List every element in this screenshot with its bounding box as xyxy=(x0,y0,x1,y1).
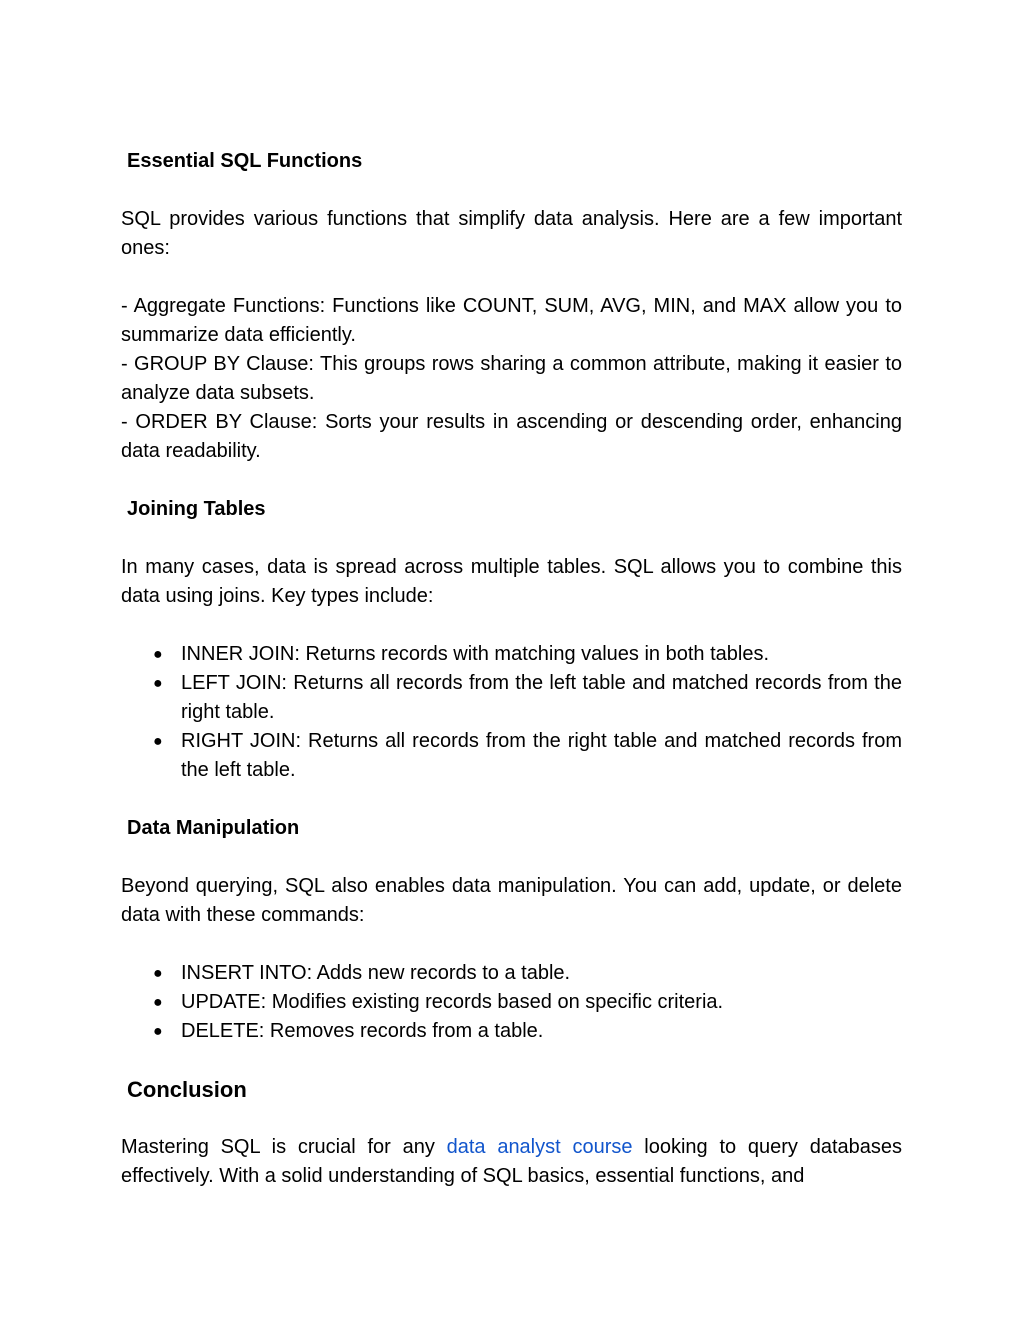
list-item xyxy=(121,669,902,727)
bullet-icon: ● xyxy=(153,994,163,1011)
joins-intro: In many cases, data is spread across multiple tables. SQL allows you to combine this data using joins. Key types include: xyxy=(121,556,902,607)
joins-list xyxy=(121,640,902,785)
list-item-text: LEFT JOIN: Returns all records from the left table and matched records from the right table. xyxy=(181,672,902,723)
list-item-text: DELETE: Removes records from a table. xyxy=(181,1020,544,1042)
manipulation-list xyxy=(121,959,902,1046)
section-heading-conclusion: Conclusion xyxy=(127,1077,247,1102)
functions-item-group-by: - GROUP BY Clause: This groups rows sharing a common attribute, making it easier to analyze data subsets. xyxy=(121,353,902,404)
list-item-text: RIGHT JOIN: Returns all records from the right table and matched records from the left table. xyxy=(181,730,902,781)
conclusion-text-end: looking to query databases effectively. With a solid understanding of SQL basics, essential functions, and xyxy=(121,1136,903,1187)
list-item xyxy=(121,1017,902,1046)
manipulation-intro: Beyond querying, SQL also enables data manipulation. You can add, update, or delete data with these commands: xyxy=(121,875,902,926)
bullet-icon: ● xyxy=(153,733,163,750)
section-heading-joins: Joining Tables xyxy=(127,498,266,520)
functions-intro: SQL provides various functions that simplify data analysis. Here are a few important ones: xyxy=(121,208,902,259)
conclusion-paragraph xyxy=(121,1133,902,1191)
bullet-icon: ● xyxy=(153,965,163,982)
list-item-text: UPDATE: Modifies existing records based on specific criteria. xyxy=(181,991,724,1013)
list-item xyxy=(121,727,902,785)
bullet-icon: ● xyxy=(153,646,163,663)
bullet-icon: ● xyxy=(153,1023,163,1040)
section-heading-manipulation: Data Manipulation xyxy=(127,817,300,839)
functions-item-order-by: - ORDER BY Clause: Sorts your results in ascending or descending order, enhancing data readability. xyxy=(121,411,902,462)
data-analyst-course-link[interactable]: data analyst course xyxy=(446,1136,633,1158)
functions-item-aggregate: - Aggregate Functions: Functions like COUNT, SUM, AVG, MIN, and MAX allow you to summarize data efficiently. xyxy=(121,295,902,346)
list-item xyxy=(121,959,902,988)
list-item-text: INSERT INTO: Adds new records to a table. xyxy=(181,962,571,984)
document-body xyxy=(121,147,902,1191)
list-item xyxy=(121,640,902,669)
conclusion-text-start: Mastering SQL is crucial for any xyxy=(121,1136,447,1158)
bullet-icon: ● xyxy=(153,675,163,692)
list-item xyxy=(121,988,902,1017)
section-heading-functions: Essential SQL Functions xyxy=(127,150,363,172)
list-item-text: INNER JOIN: Returns records with matching values in both tables. xyxy=(181,643,770,665)
